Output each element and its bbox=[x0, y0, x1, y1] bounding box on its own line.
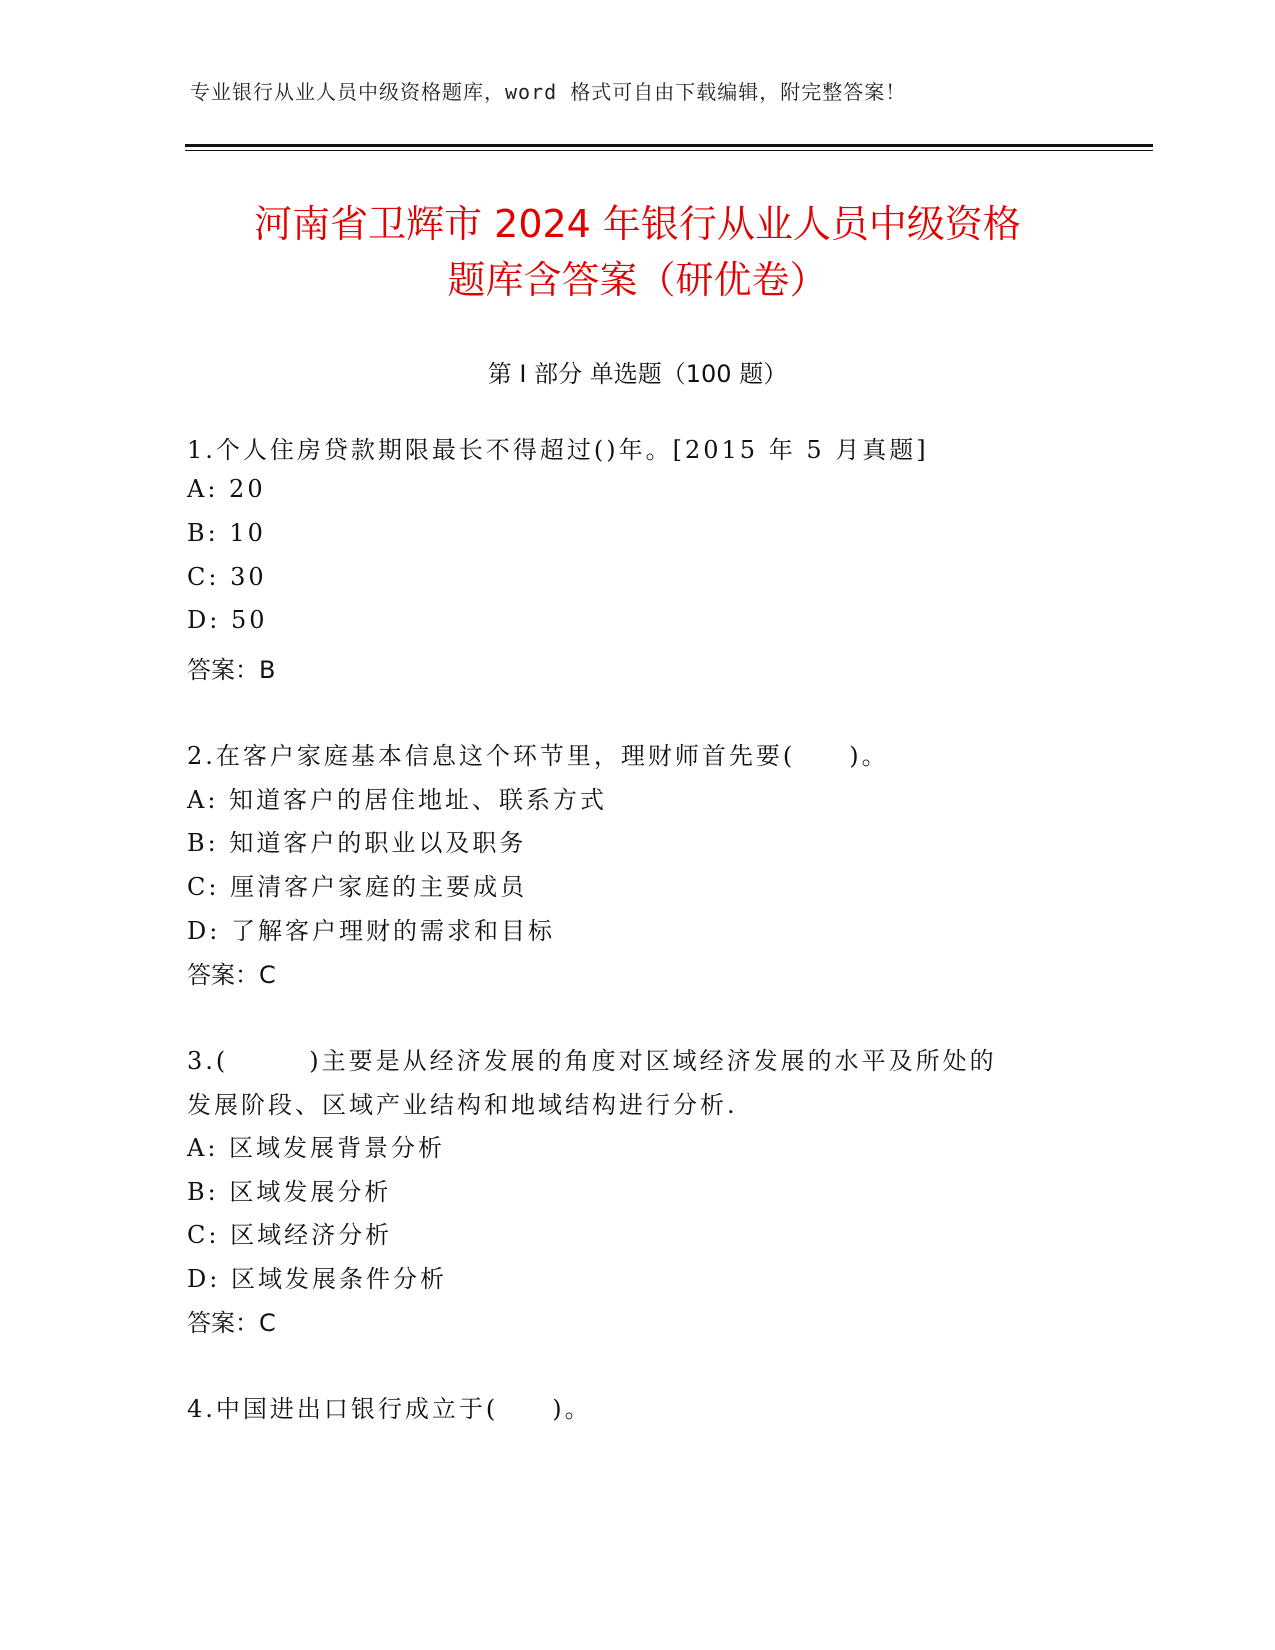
option-c: C: 区域经济分析 bbox=[187, 1221, 393, 1249]
option-d: D: 区域发展条件分析 bbox=[187, 1265, 447, 1293]
answer: 答案：B bbox=[187, 656, 276, 684]
answer: 答案：C bbox=[187, 1309, 276, 1337]
title-line-1: 河南省卫辉市 2024 年银行从业人员中级资格 bbox=[254, 202, 1021, 246]
answer: 答案：C bbox=[187, 961, 276, 989]
option-a: A: 知道客户的居住地址、联系方式 bbox=[187, 786, 608, 814]
question-stem-line-2: 发展阶段、区域产业结构和地域结构进行分析. bbox=[187, 1091, 738, 1119]
question-stem: 4.中国进出口银行成立于( )。 bbox=[187, 1395, 592, 1423]
option-a: A: 区域发展背景分析 bbox=[187, 1134, 446, 1162]
option-b: B: 10 bbox=[187, 519, 266, 547]
option-b: B: 区域发展分析 bbox=[187, 1178, 392, 1206]
section-heading: 第 I 部分 单选题（100 题） bbox=[487, 360, 788, 388]
question-stem: 1.个人住房贷款期限最长不得超过()年。[2015 年 5 月真题] bbox=[187, 436, 929, 464]
option-d: D: 了解客户理财的需求和目标 bbox=[187, 917, 555, 945]
title-line-2: 题库含答案（研优卷） bbox=[447, 258, 828, 302]
header-rule-thin bbox=[185, 150, 1153, 151]
option-c: C: 厘清客户家庭的主要成员 bbox=[187, 873, 528, 901]
option-c: C: 30 bbox=[187, 563, 267, 591]
header-note: 专业银行从业人员中级资格题库，word 格式可自由下载编辑，附完整答案！ bbox=[190, 80, 907, 104]
option-b: B: 知道客户的职业以及职务 bbox=[187, 829, 527, 857]
option-d: D: 50 bbox=[187, 606, 268, 634]
document-title bbox=[185, 196, 1090, 308]
question-stem: 2.在客户家庭基本信息这个环节里，理财师首先要( )。 bbox=[187, 742, 889, 770]
question-stem-line-1: 3.( )主要是从经济发展的角度对区域经济发展的水平及所处的 bbox=[187, 1047, 997, 1075]
option-a: A: 20 bbox=[187, 475, 266, 503]
header-rule-thick bbox=[185, 144, 1153, 147]
